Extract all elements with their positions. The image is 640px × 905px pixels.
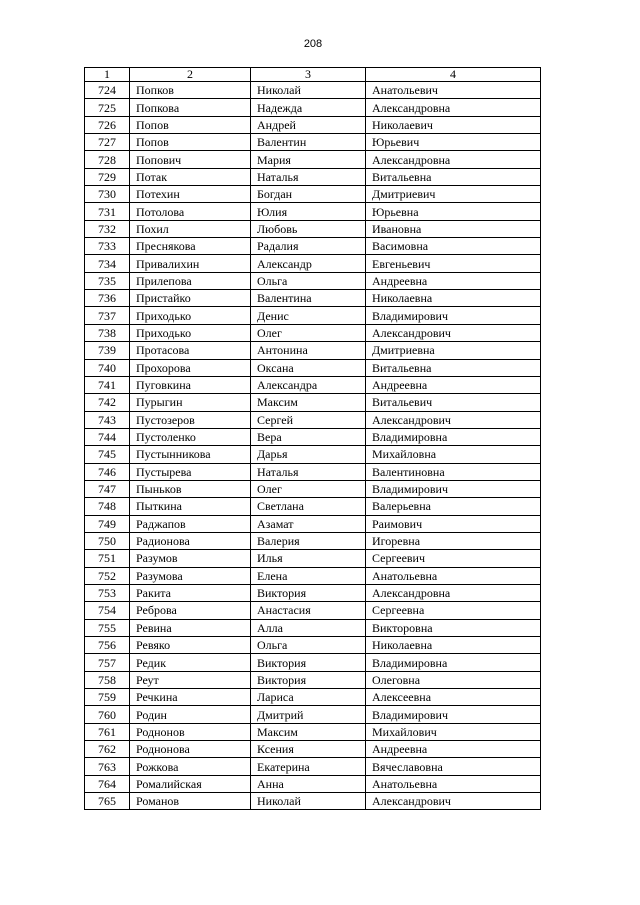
patronymic-cell: Дмитриевна — [366, 342, 541, 359]
table-row — [85, 255, 541, 272]
patronymic-cell: Игоревна — [366, 532, 541, 549]
row-number-cell: 737 — [85, 307, 130, 324]
surname-cell: Роднонов — [130, 723, 251, 740]
surname-cell: Ракита — [130, 584, 251, 601]
surname-cell: Реброва — [130, 602, 251, 619]
surname-cell: Прилепова — [130, 272, 251, 289]
row-number-cell: 763 — [85, 758, 130, 775]
table-row — [85, 238, 541, 255]
table-row — [85, 567, 541, 584]
surname-cell: Пустозеров — [130, 411, 251, 428]
row-number-cell: 760 — [85, 706, 130, 723]
surname-cell: Привалихин — [130, 255, 251, 272]
column-header-surname: 2 — [130, 68, 251, 82]
row-number-cell: 739 — [85, 342, 130, 359]
first-name-cell: Александра — [251, 376, 366, 393]
patronymic-cell: Николаевна — [366, 290, 541, 307]
first-name-cell: Виктория — [251, 654, 366, 671]
patronymic-cell: Валентиновна — [366, 463, 541, 480]
first-name-cell: Мария — [251, 151, 366, 168]
row-number-cell: 746 — [85, 463, 130, 480]
first-name-cell: Андрей — [251, 116, 366, 133]
first-name-cell: Екатерина — [251, 758, 366, 775]
surname-cell: Пустоленко — [130, 428, 251, 445]
surname-cell: Рожкова — [130, 758, 251, 775]
surname-cell: Редик — [130, 654, 251, 671]
surname-cell: Попов — [130, 116, 251, 133]
patronymic-cell: Сергеевич — [366, 550, 541, 567]
first-name-cell: Любовь — [251, 220, 366, 237]
row-number-cell: 733 — [85, 238, 130, 255]
row-number-cell: 725 — [85, 99, 130, 116]
column-header-first-name: 3 — [251, 68, 366, 82]
table-row — [85, 619, 541, 636]
table-row — [85, 376, 541, 393]
patronymic-cell: Викторовна — [366, 619, 541, 636]
row-number-cell: 724 — [85, 82, 130, 99]
table-row — [85, 324, 541, 341]
first-name-cell: Денис — [251, 307, 366, 324]
row-number-cell: 740 — [85, 359, 130, 376]
patronymic-cell: Сергеевна — [366, 602, 541, 619]
table-row — [85, 775, 541, 792]
page-number: 208 — [303, 38, 323, 50]
patronymic-cell: Владимирович — [366, 480, 541, 497]
first-name-cell: Елена — [251, 567, 366, 584]
surname-cell: Пристайко — [130, 290, 251, 307]
table-body — [85, 82, 541, 810]
patronymic-cell: Вячеславовна — [366, 758, 541, 775]
table-row — [85, 498, 541, 515]
first-name-cell: Валентин — [251, 134, 366, 151]
row-number-cell: 744 — [85, 428, 130, 445]
table-row — [85, 342, 541, 359]
patronymic-cell: Владимировна — [366, 654, 541, 671]
column-header-number: 1 — [85, 68, 130, 82]
row-number-cell: 757 — [85, 654, 130, 671]
patronymic-cell: Александровна — [366, 584, 541, 601]
patronymic-cell: Евгеньевич — [366, 255, 541, 272]
surname-cell: Потак — [130, 168, 251, 185]
row-number-cell: 750 — [85, 532, 130, 549]
surname-cell: Пыткина — [130, 498, 251, 515]
patronymic-cell: Анатольевич — [366, 82, 541, 99]
row-number-cell: 745 — [85, 446, 130, 463]
patronymic-cell: Васимовна — [366, 238, 541, 255]
first-name-cell: Виктория — [251, 584, 366, 601]
first-name-cell: Вера — [251, 428, 366, 445]
table-row — [85, 741, 541, 758]
table-row — [85, 168, 541, 185]
row-number-cell: 743 — [85, 411, 130, 428]
table-row — [85, 584, 541, 601]
first-name-cell: Надежда — [251, 99, 366, 116]
surname-cell: Попкова — [130, 99, 251, 116]
table-row — [85, 515, 541, 532]
table-row — [85, 82, 541, 99]
patronymic-cell: Александровна — [366, 99, 541, 116]
row-number-cell: 747 — [85, 480, 130, 497]
first-name-cell: Лариса — [251, 689, 366, 706]
table-row — [85, 290, 541, 307]
row-number-cell: 731 — [85, 203, 130, 220]
table-row — [85, 463, 541, 480]
table-row — [85, 671, 541, 688]
first-name-cell: Олег — [251, 324, 366, 341]
row-number-cell: 742 — [85, 394, 130, 411]
row-number-cell: 730 — [85, 186, 130, 203]
first-name-cell: Ксения — [251, 741, 366, 758]
table-row — [85, 99, 541, 116]
table-row — [85, 134, 541, 151]
row-number-cell: 765 — [85, 793, 130, 810]
row-number-cell: 729 — [85, 168, 130, 185]
surname-cell: Приходько — [130, 324, 251, 341]
patronymic-cell: Владимирович — [366, 706, 541, 723]
first-name-cell: Радалия — [251, 238, 366, 255]
table-row — [85, 602, 541, 619]
table-row — [85, 203, 541, 220]
row-number-cell: 735 — [85, 272, 130, 289]
surname-cell: Раджапов — [130, 515, 251, 532]
table-row — [85, 793, 541, 810]
table-row — [85, 116, 541, 133]
surname-cell: Ревяко — [130, 637, 251, 654]
surname-cell: Пурыгин — [130, 394, 251, 411]
table-row — [85, 446, 541, 463]
name-list-table — [84, 67, 541, 810]
row-number-cell: 741 — [85, 376, 130, 393]
surname-cell: Потолова — [130, 203, 251, 220]
first-name-cell: Илья — [251, 550, 366, 567]
first-name-cell: Анна — [251, 775, 366, 792]
surname-cell: Пуговкина — [130, 376, 251, 393]
table-row — [85, 723, 541, 740]
surname-cell: Речкина — [130, 689, 251, 706]
surname-cell: Романов — [130, 793, 251, 810]
patronymic-cell: Александровна — [366, 151, 541, 168]
first-name-cell: Максим — [251, 723, 366, 740]
first-name-cell: Ольга — [251, 272, 366, 289]
first-name-cell: Александр — [251, 255, 366, 272]
first-name-cell: Максим — [251, 394, 366, 411]
table-row — [85, 307, 541, 324]
first-name-cell: Азамат — [251, 515, 366, 532]
surname-cell: Протасова — [130, 342, 251, 359]
table-header-row — [85, 68, 541, 82]
first-name-cell: Наталья — [251, 463, 366, 480]
first-name-cell: Светлана — [251, 498, 366, 515]
table-row — [85, 411, 541, 428]
surname-cell: Похил — [130, 220, 251, 237]
row-number-cell: 754 — [85, 602, 130, 619]
row-number-cell: 734 — [85, 255, 130, 272]
patronymic-cell: Анатольевна — [366, 567, 541, 584]
patronymic-cell: Александрович — [366, 411, 541, 428]
row-number-cell: 753 — [85, 584, 130, 601]
table-row — [85, 151, 541, 168]
row-number-cell: 748 — [85, 498, 130, 515]
patronymic-cell: Андреевна — [366, 272, 541, 289]
row-number-cell: 738 — [85, 324, 130, 341]
surname-cell: Реут — [130, 671, 251, 688]
table-row — [85, 532, 541, 549]
table-row — [85, 272, 541, 289]
table-row — [85, 637, 541, 654]
table-row — [85, 758, 541, 775]
patronymic-cell: Ивановна — [366, 220, 541, 237]
patronymic-cell: Анатольевна — [366, 775, 541, 792]
surname-cell: Попович — [130, 151, 251, 168]
table-row — [85, 428, 541, 445]
patronymic-cell: Александрович — [366, 324, 541, 341]
row-number-cell: 736 — [85, 290, 130, 307]
patronymic-cell: Михайлович — [366, 723, 541, 740]
row-number-cell: 752 — [85, 567, 130, 584]
surname-cell: Потехин — [130, 186, 251, 203]
first-name-cell: Антонина — [251, 342, 366, 359]
surname-cell: Родин — [130, 706, 251, 723]
patronymic-cell: Витальевич — [366, 394, 541, 411]
surname-cell: Приходько — [130, 307, 251, 324]
table-row — [85, 394, 541, 411]
table-row — [85, 480, 541, 497]
table-row — [85, 220, 541, 237]
patronymic-cell: Михайловна — [366, 446, 541, 463]
row-number-cell: 732 — [85, 220, 130, 237]
row-number-cell: 749 — [85, 515, 130, 532]
first-name-cell: Дмитрий — [251, 706, 366, 723]
row-number-cell: 762 — [85, 741, 130, 758]
table-row — [85, 654, 541, 671]
surname-cell: Прохорова — [130, 359, 251, 376]
patronymic-cell: Олеговна — [366, 671, 541, 688]
surname-cell: Попков — [130, 82, 251, 99]
table-row — [85, 689, 541, 706]
surname-cell: Попов — [130, 134, 251, 151]
patronymic-cell: Юрьевич — [366, 134, 541, 151]
patronymic-cell: Дмитриевич — [366, 186, 541, 203]
surname-cell: Пустырева — [130, 463, 251, 480]
row-number-cell: 726 — [85, 116, 130, 133]
patronymic-cell: Андреевна — [366, 741, 541, 758]
patronymic-cell: Алексеевна — [366, 689, 541, 706]
patronymic-cell: Юрьевна — [366, 203, 541, 220]
patronymic-cell: Раимович — [366, 515, 541, 532]
surname-cell: Радионова — [130, 532, 251, 549]
first-name-cell: Валентина — [251, 290, 366, 307]
table-row — [85, 359, 541, 376]
surname-cell: Роднонова — [130, 741, 251, 758]
row-number-cell: 758 — [85, 671, 130, 688]
first-name-cell: Анастасия — [251, 602, 366, 619]
patronymic-cell: Николаевич — [366, 116, 541, 133]
row-number-cell: 728 — [85, 151, 130, 168]
patronymic-cell: Владимирович — [366, 307, 541, 324]
surname-cell: Ревина — [130, 619, 251, 636]
table-row — [85, 550, 541, 567]
patronymic-cell: Валерьевна — [366, 498, 541, 515]
row-number-cell: 727 — [85, 134, 130, 151]
first-name-cell: Богдан — [251, 186, 366, 203]
first-name-cell: Алла — [251, 619, 366, 636]
patronymic-cell: Витальевна — [366, 168, 541, 185]
surname-cell: Пыньков — [130, 480, 251, 497]
surname-cell: Пустынникова — [130, 446, 251, 463]
table-row — [85, 186, 541, 203]
row-number-cell: 761 — [85, 723, 130, 740]
first-name-cell: Наталья — [251, 168, 366, 185]
patronymic-cell: Андреевна — [366, 376, 541, 393]
patronymic-cell: Николаевна — [366, 637, 541, 654]
first-name-cell: Виктория — [251, 671, 366, 688]
surname-cell: Преснякова — [130, 238, 251, 255]
first-name-cell: Сергей — [251, 411, 366, 428]
first-name-cell: Юлия — [251, 203, 366, 220]
first-name-cell: Валерия — [251, 532, 366, 549]
first-name-cell: Ольга — [251, 637, 366, 654]
surname-cell: Ромалийская — [130, 775, 251, 792]
first-name-cell: Олег — [251, 480, 366, 497]
first-name-cell: Оксана — [251, 359, 366, 376]
surname-cell: Разумова — [130, 567, 251, 584]
patronymic-cell: Витальевна — [366, 359, 541, 376]
patronymic-cell: Владимировна — [366, 428, 541, 445]
patronymic-cell: Александрович — [366, 793, 541, 810]
row-number-cell: 751 — [85, 550, 130, 567]
first-name-cell: Дарья — [251, 446, 366, 463]
first-name-cell: Николай — [251, 82, 366, 99]
first-name-cell: Николай — [251, 793, 366, 810]
column-header-patronymic: 4 — [366, 68, 541, 82]
row-number-cell: 756 — [85, 637, 130, 654]
table-row — [85, 706, 541, 723]
row-number-cell: 764 — [85, 775, 130, 792]
row-number-cell: 759 — [85, 689, 130, 706]
surname-cell: Разумов — [130, 550, 251, 567]
row-number-cell: 755 — [85, 619, 130, 636]
